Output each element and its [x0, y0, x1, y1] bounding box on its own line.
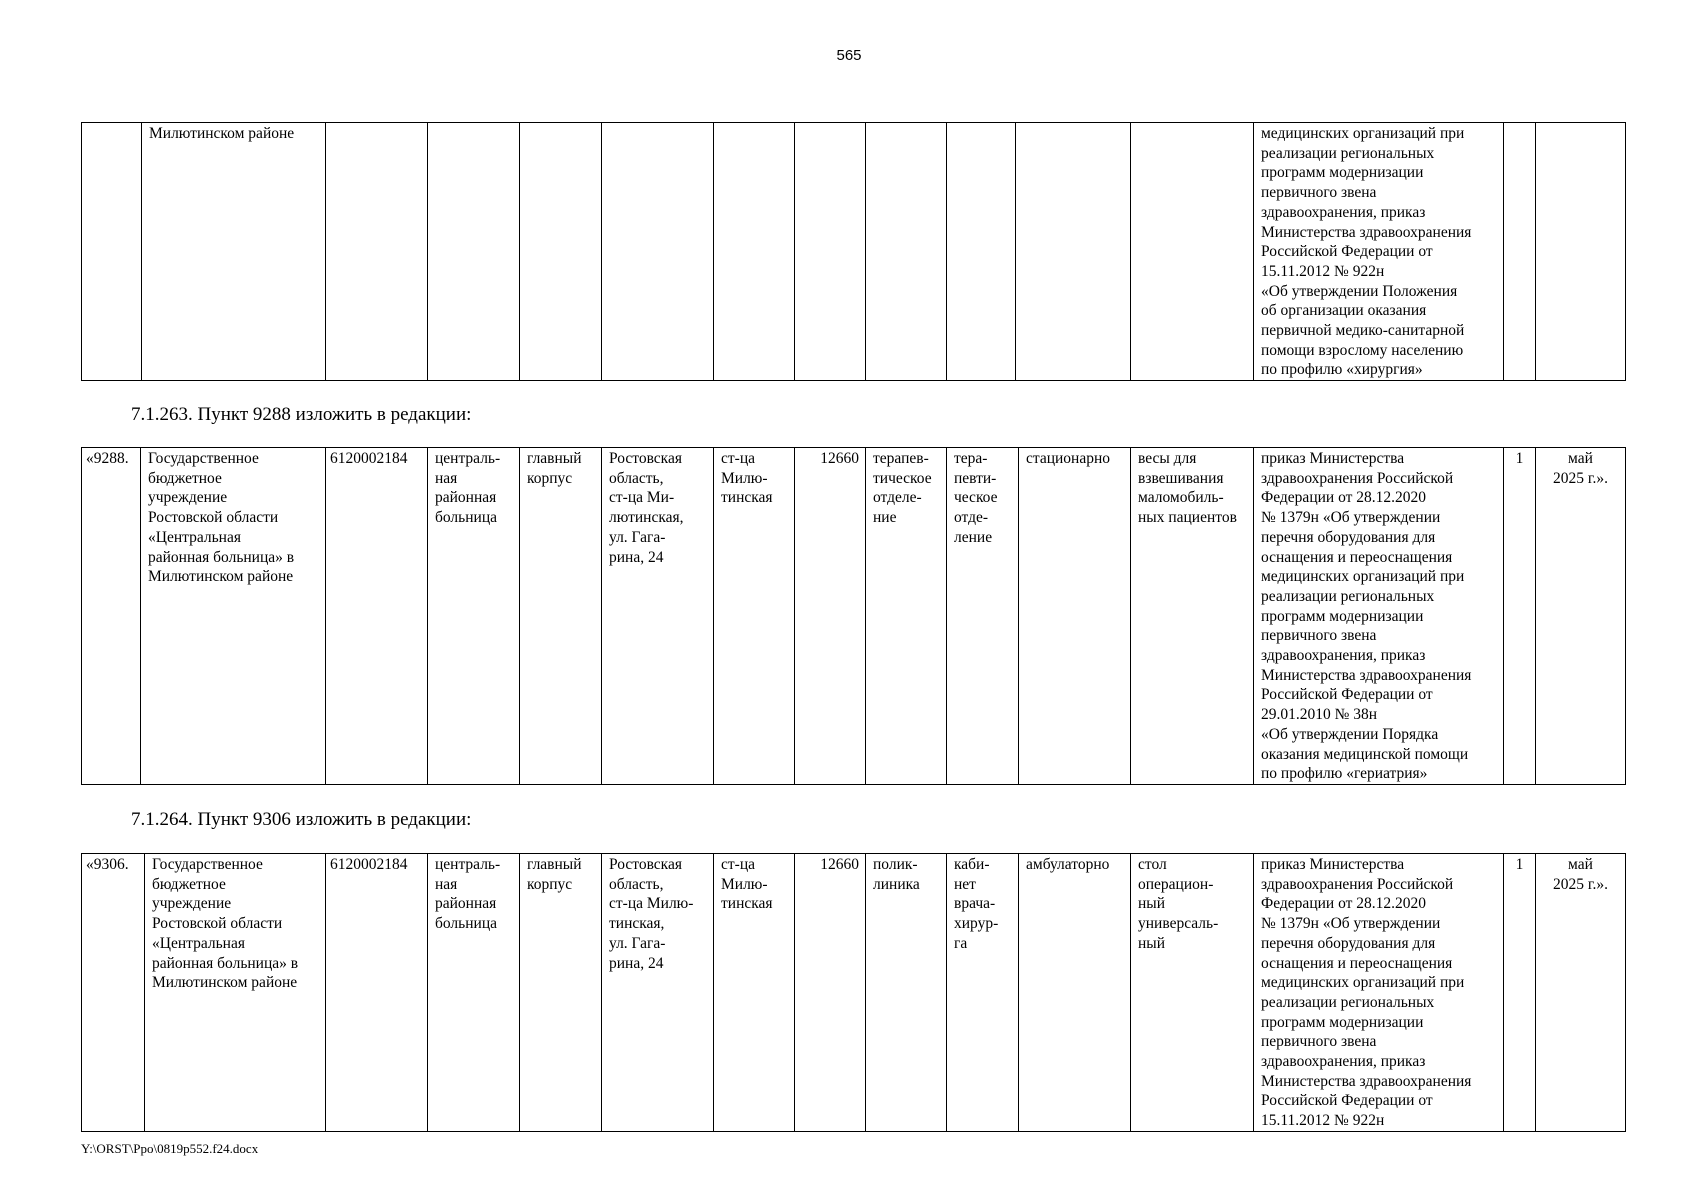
section-heading: 7.1.263. Пункт 9288 изложить в редакции: [131, 404, 472, 425]
table-cell: май 2025 г.». [1536, 854, 1626, 1132]
table-cell: 6120002184 [326, 448, 428, 785]
footer-file-path: Y:\ORST\Ppo\0819p552.f24.docx [81, 1141, 259, 1156]
table-cell: медицинских организаций при реализации региональных программ модернизации первичного звена здравоохранения, приказ Министерства здравоохранения Российской Федерации от 15.11.2012 № 922н «Об утверждении Положения об организации оказания первичной медико-санитарной помощи взрослому населению по профилю «хирургия» [1254, 123, 1504, 381]
table-cell [1536, 123, 1626, 381]
table-cell: май 2025 г.». [1536, 448, 1626, 785]
table-cell: приказ Министерства здравоохранения Российской Федерации от 28.12.2020 № 1379н «Об утверждении перечня оборудования для оснащения и переоснащения медицинских организаций при реализации региональных программ модернизации первичного звена здравоохранения, приказ Министерства здравоохранения Российской Федерации от 29.01.2010 № 38н «Об утверждении Порядка оказания медицинской помощи по профилю «гериатрия» [1254, 448, 1504, 785]
table-cell: централь- ная районная больница [428, 854, 520, 1132]
table-cell: приказ Министерства здравоохранения Российской Федерации от 28.12.2020 № 1379н «Об утверждении перечня оборудования для оснащения и переоснащения медицинских организаций при реализации региональных программ модернизации первичного звена здравоохранения, приказ Министерства здравоохранения Российской Федерации от 15.11.2012 № 922н [1254, 854, 1504, 1132]
table-cell [714, 123, 795, 381]
table-cell: тера- певти- ческое отде- ление [947, 448, 1019, 785]
table-cell: весы для взвешивания маломобиль- ных пациентов [1131, 448, 1254, 785]
table-cell [795, 123, 866, 381]
table-cell: стол операцион- ный универсаль- ный [1131, 854, 1254, 1132]
table-cell [520, 123, 602, 381]
table-cell [866, 123, 947, 381]
item-9288-table [81, 447, 1626, 785]
table-cell: ст-ца Милю- тинская [714, 448, 795, 785]
table-cell [602, 123, 714, 381]
table-cell: стационарно [1019, 448, 1131, 785]
table-cell [326, 123, 428, 381]
table-cell: «9306. [82, 854, 145, 1132]
table-cell: 6120002184 [326, 854, 428, 1132]
table-cell: каби- нет врача- хирур- га [947, 854, 1019, 1132]
table-cell: Государственное бюджетное учреждение Ростовской области «Центральная районная больница» в Милютинском районе [141, 448, 326, 785]
table-row [82, 448, 1626, 785]
table-cell: ст-ца Милю- тинская [714, 854, 795, 1132]
table-cell: амбулаторно [1019, 854, 1131, 1132]
table-cell: терапев- тическое отделе- ние [866, 448, 947, 785]
page-number: 565 [836, 47, 862, 64]
table-cell: централь- ная районная больница [428, 448, 520, 785]
table-cell [1504, 123, 1536, 381]
continuation-table [81, 122, 1626, 381]
table-cell [947, 123, 1016, 381]
table-cell: главный корпус [520, 854, 602, 1132]
table-cell: главный корпус [520, 448, 602, 785]
table-cell: Милютинском районе [142, 123, 326, 381]
item-9306-table [81, 853, 1626, 1132]
table-cell: 1 [1504, 448, 1536, 785]
table-cell: 12660 [795, 854, 866, 1132]
table-cell: Государственное бюджетное учреждение Ростовской области «Центральная районная больница» в Милютинском районе [145, 854, 326, 1132]
table-cell [82, 123, 142, 381]
table-cell [1131, 123, 1254, 381]
section-heading: 7.1.264. Пункт 9306 изложить в редакции: [131, 809, 472, 830]
table-cell: 1 [1504, 854, 1536, 1132]
table-row [82, 854, 1626, 1132]
table-cell: Ростовская область, ст-ца Милю- тинская, ул. Гага- рина, 24 [602, 854, 714, 1132]
table-cell: Ростовская область, ст-ца Ми- лютинская, ул. Гага- рина, 24 [602, 448, 714, 785]
table-cell: 12660 [795, 448, 866, 785]
table-row [82, 123, 1626, 381]
table-cell: полик- линика [866, 854, 947, 1132]
table-cell [1016, 123, 1131, 381]
table-cell [428, 123, 520, 381]
table-cell: «9288. [82, 448, 141, 785]
